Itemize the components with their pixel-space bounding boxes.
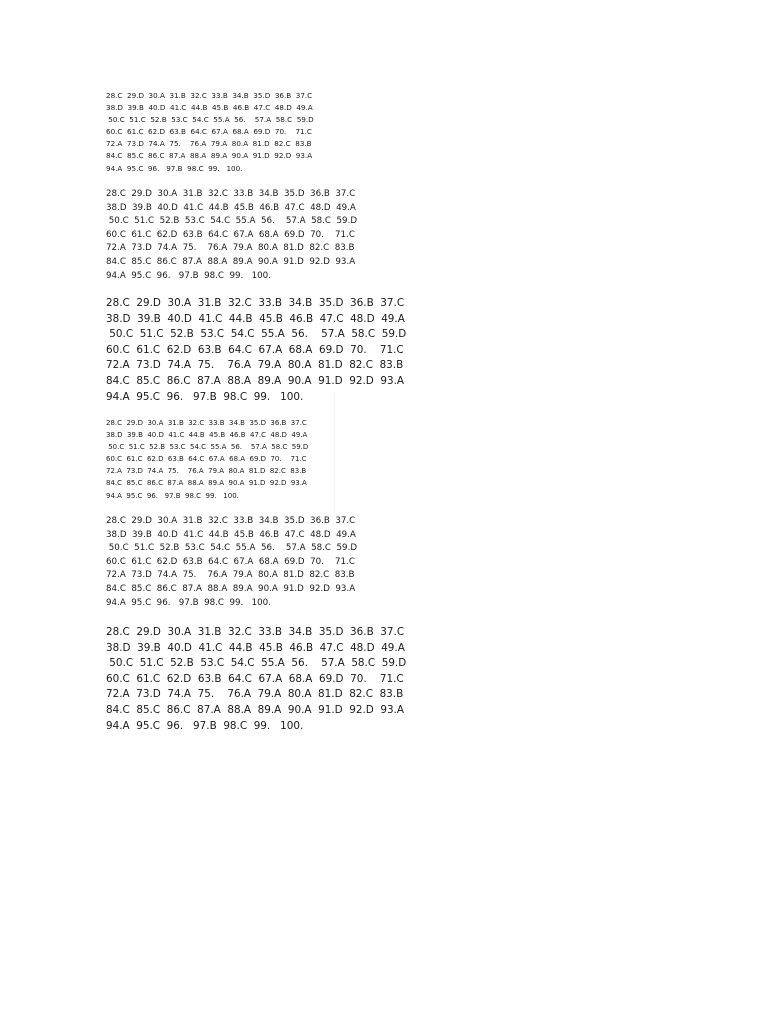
answer-line: 60.C 61.C 62.D 63.B 64.C 67.A 68.A 69.D 70. 71.C: [106, 556, 355, 567]
answer-line: 84.C 85.C 86.C 87.A 88.A 89.A 90.A 91.D 92.D 93.A: [106, 151, 313, 161]
answer-key-block-2: [106, 188, 357, 283]
faint-divider: [334, 392, 335, 512]
answer-line: 94.A 95.C 96. 97.B 98.C 99. 100.: [106, 390, 304, 403]
answer-line: 50.C 51.C 52.B 53.C 54.C 55.A 56. 57.A 58.C 59.D: [106, 443, 309, 452]
answer-line: 72.A 73.D 74.A 75. 76.A 79.A 80.A 81.D 82.C 83.B: [106, 688, 404, 701]
answer-line: 60.C 61.C 62.D 63.B 64.C 67.A 68.A 69.D 70. 71.C: [106, 229, 355, 240]
answer-line: 84.C 85.C 86.C 87.A 88.A 89.A 90.A 91.D 92.D 93.A: [106, 583, 356, 594]
answer-line: 84.C 85.C 86.C 87.A 88.A 89.A 90.A 91.D 92.D 93.A: [106, 703, 405, 716]
answer-line: 38.D 39.B 40.D 41.C 44.B 45.B 46.B 47.C 48.D 49.A: [106, 529, 356, 540]
answer-line: 28.C 29.D 30.A 31.B 32.C 33.B 34.B 35.D 36.B 37.C: [106, 297, 405, 309]
answer-line: 60.C 61.C 62.D 63.B 64.C 67.A 68.A 69.D 70. 71.C: [106, 672, 404, 685]
answer-line: 38.D 39.B 40.D 41.C 44.B 45.B 46.B 47.C 48.D 49.A: [106, 103, 313, 113]
answer-line: 60.C 61.C 62.D 63.B 64.C 67.A 68.A 69.D 70. 71.C: [106, 455, 307, 464]
answer-line: 38.D 39.B 40.D 41.C 44.B 45.B 46.B 47.C 48.D 49.A: [106, 641, 405, 654]
answer-line: 72.A 73.D 74.A 75. 76.A 79.A 80.A 81.D 82.C 83.B: [106, 243, 355, 254]
answer-line: 28.C 29.D 30.A 31.B 32.C 33.B 34.B 35.D 36.B 37.C: [106, 626, 405, 638]
answer-line: 94.A 95.C 96. 97.B 98.C 99. 100.: [106, 491, 239, 500]
answer-line: 50.C 51.C 52.B 53.C 54.C 55.A 56. 57.A 58.C 59.D: [106, 543, 358, 554]
answer-key-block-1: [106, 90, 314, 175]
answer-line: 84.C 85.C 86.C 87.A 88.A 89.A 90.A 91.D 92.D 93.A: [106, 479, 307, 488]
answer-line: 84.C 85.C 86.C 87.A 88.A 89.A 90.A 91.D 92.D 93.A: [106, 256, 356, 267]
answer-line: 94.A 95.C 96. 97.B 98.C 99. 100.: [106, 719, 304, 732]
answer-key-block-4: [106, 417, 308, 502]
answer-line: 28.C 29.D 30.A 31.B 32.C 33.B 34.B 35.D 36.B 37.C: [106, 189, 356, 199]
answer-line: 38.D 39.B 40.D 41.C 44.B 45.B 46.B 47.C 48.D 49.A: [106, 312, 405, 325]
answer-line: 28.C 29.D 30.A 31.B 32.C 33.B 34.B 35.D 36.B 37.C: [106, 91, 313, 100]
answer-key-block-5: [106, 515, 357, 610]
answer-line: 94.A 95.C 96. 97.B 98.C 99. 100.: [106, 270, 271, 281]
answer-key-block-3: [106, 296, 406, 405]
answer-line: 72.A 73.D 74.A 75. 76.A 79.A 80.A 81.D 82.C 83.B: [106, 359, 404, 372]
answer-line: 94.A 95.C 96. 97.B 98.C 99. 100.: [106, 163, 243, 173]
answer-line: 38.D 39.B 40.D 41.C 44.B 45.B 46.B 47.C 48.D 49.A: [106, 202, 356, 213]
answer-line: 50.C 51.C 52.B 53.C 54.C 55.A 56. 57.A 58.C 59.D: [106, 216, 358, 227]
answer-line: 50.C 51.C 52.B 53.C 54.C 55.A 56. 57.A 58.C 59.D: [106, 657, 407, 670]
answer-line: 72.A 73.D 74.A 75. 76.A 79.A 80.A 81.D 82.C 83.B: [106, 570, 355, 581]
answer-line: 28.C 29.D 30.A 31.B 32.C 33.B 34.B 35.D 36.B 37.C: [106, 516, 356, 526]
answer-line: 72.A 73.D 74.A 75. 76.A 79.A 80.A 81.D 82.C 83.B: [106, 139, 312, 149]
answer-line: 38.D 39.B 40.D 41.C 44.B 45.B 46.B 47.C 48.D 49.A: [106, 431, 308, 440]
answer-line: 50.C 51.C 52.B 53.C 54.C 55.A 56. 57.A 58.C 59.D: [106, 328, 407, 341]
answer-line: 60.C 61.C 62.D 63.B 64.C 67.A 68.A 69.D 70. 71.C: [106, 127, 312, 137]
answer-key-block-6: [106, 625, 406, 734]
answer-line: 28.C 29.D 30.A 31.B 32.C 33.B 34.B 35.D 36.B 37.C: [106, 419, 307, 427]
answer-line: 94.A 95.C 96. 97.B 98.C 99. 100.: [106, 597, 271, 608]
answer-line: 60.C 61.C 62.D 63.B 64.C 67.A 68.A 69.D 70. 71.C: [106, 343, 404, 356]
answer-line: 50.C 51.C 52.B 53.C 54.C 55.A 56. 57.A 58.C 59.D: [106, 115, 314, 125]
answer-line: 84.C 85.C 86.C 87.A 88.A 89.A 90.A 91.D 92.D 93.A: [106, 374, 405, 387]
answer-line: 72.A 73.D 74.A 75. 76.A 79.A 80.A 81.D 82.C 83.B: [106, 467, 307, 476]
